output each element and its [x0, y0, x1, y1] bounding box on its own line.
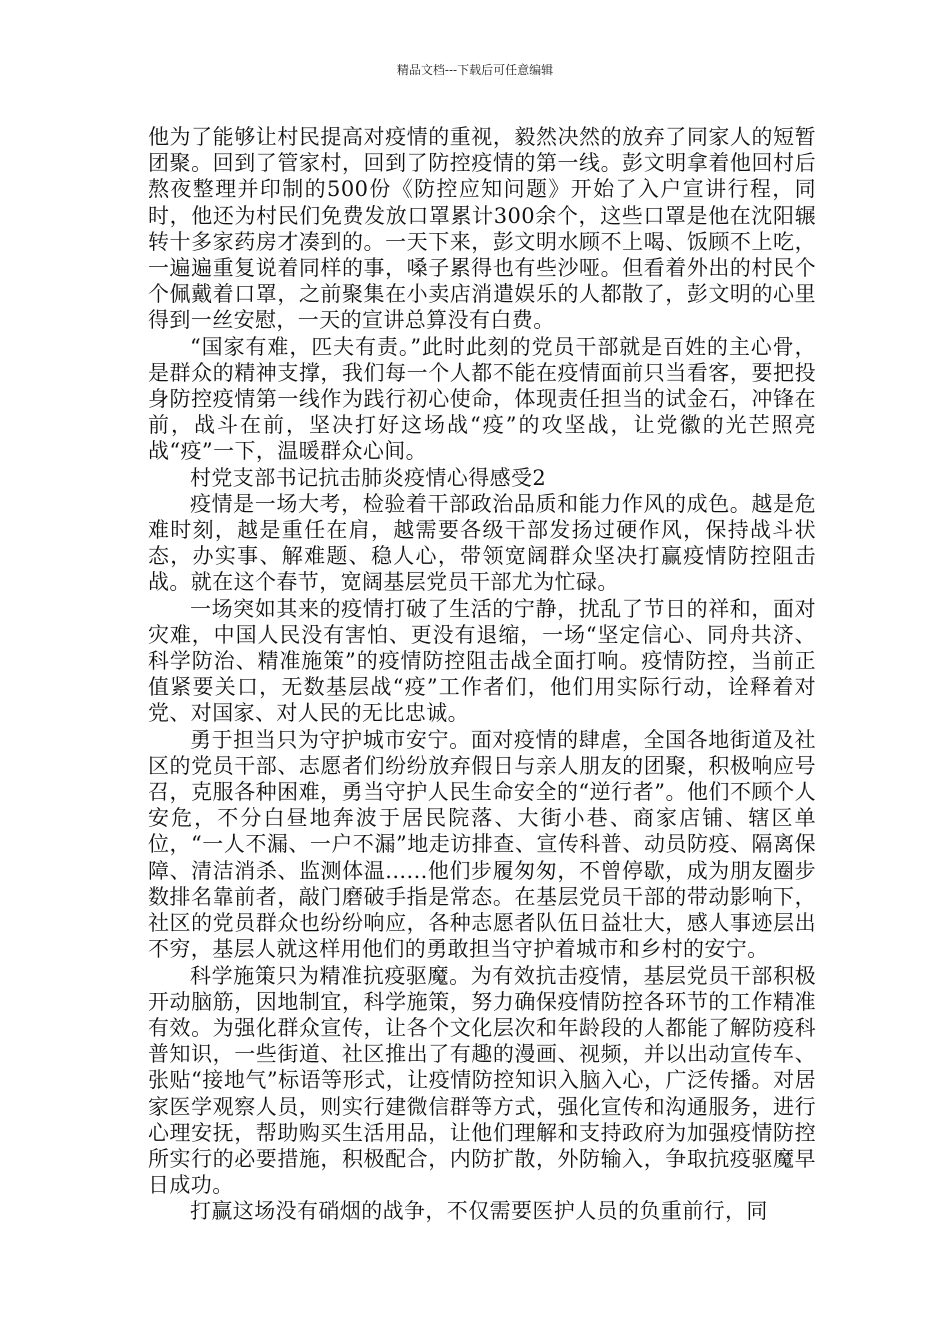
paragraph-continuation: 他为了能够让村民提高对疫情的重视，毅然决然的放弃了同家人的短暂团聚。回到了管家村，回到了防控疫情的第一线。彭文明拿着他回村后熬夜整理并印制的500份《防控应知问题》开始了入户宣讲行程，同时，他还为村民们免费发放口罩累计300余个，这些口罩是他在沈阳辗转十多家药房才凑到的。一天下来，彭文明水顾不上喝、饭顾不上吃，一遍遍重复说着同样的事，嗓子累得也有些沙哑。但看着外出的村民个个佩戴着口罩，之前聚集在小卖店消遣娱乐的人都散了，彭文明的心里得到一丝安慰，一天的宣讲总算没有白费。 [148, 125, 816, 333]
paragraph: 一场突如其来的疫情打破了生活的宁静，扰乱了节日的祥和，面对灾难，中国人民没有害怕、更没有退缩，一场“坚定信心、同舟共济、科学防治、精准施策”的疫情防控阻击战全面打响。疫情防控，当前正值紧要关口，无数基层战“疫”工作者们，他们用实际行动，诠释着对党、对国家、对人民的无比忠诚。 [148, 596, 816, 726]
page-header: 精品文档---下载后可任意编辑 [396, 63, 554, 77]
paragraph: “国家有难，匹夫有责。”此时此刻的党员干部就是百姓的主心骨，是群众的精神支撑，我们每一个人都不能在疫情面前只当看客，要把投身防控疫情第一线作为践行初心使命，体现责任担当的试金石，冲锋在前，战斗在前，坚决打好这场战“疫”的攻坚战，让党徽的光芒照亮战“疫”一下，温暖群众心间。 [148, 334, 816, 464]
section-title: 村党支部书记抗击肺炎疫情心得感受2 [190, 465, 547, 490]
document-body [148, 124, 816, 1225]
paragraph: 勇于担当只为守护城市安宁。面对疫情的肆虐，全国各地街道及社区的党员干部、志愿者们纷纷放弃假日与亲人朋友的团聚，积极响应号召，克服各种困难，勇当守护人民生命安全的“逆行者”。他们不顾个人安危，不分白昼地奔波于居民院落、大街小巷、商家店铺、辖区单位，“一人不漏、一户不漏”地走访排查、宣传科普、动员防疫、隔离保障、清洁消杀、监测体温......他们步履匆匆，不曾停歇，成为朋友圈步数排名靠前者，敲门磨破手指是常态。在基层党员干部的带动影响下，社区的党员群众也纷纷响应，各种志愿者队伍日益壮大，感人事迹层出不穷，基层人就这样用他们的勇敢担当守护着城市和乡村的安宁。 [148, 727, 816, 962]
paragraph: 科学施策只为精准抗疫驱魔。为有效抗击疫情，基层党员干部积极开动脑筋，因地制宜，科学施策，努力确保疫情防控各环节的工作精准有效。为强化群众宣传，让各个文化层次和年龄段的人都能了解防疫科普知识，一些街道、社区推出了有趣的漫画、视频，并以出动宣传车、张贴“接地气”标语等形式，让疫情防控知识入脑入心，广泛传播。对居家医学观察人员，则实行建微信群等方式，强化宣传和沟通服务，进行心理安抚，帮助购买生活用品，让他们理解和支持政府为加强疫情防控所实行的必要措施，积极配合，内防扩散，外防输入，争取抗疫驱魔早日成功。 [148, 963, 816, 1198]
paragraph: 疫情是一场大考，检验着干部政治品质和能力作风的成色。越是危难时刻，越是重任在肩，越需要各级干部发扬过硬作风，保持战斗状态，办实事、解难题、稳人心，带领宽阔群众坚决打赢疫情防控阻击战。就在这个春节，宽阔基层党员干部尤为忙碌。 [148, 491, 816, 595]
paragraph: 打赢这场没有硝烟的战争，不仅需要医护人员的负重前行，同 [190, 1199, 768, 1224]
